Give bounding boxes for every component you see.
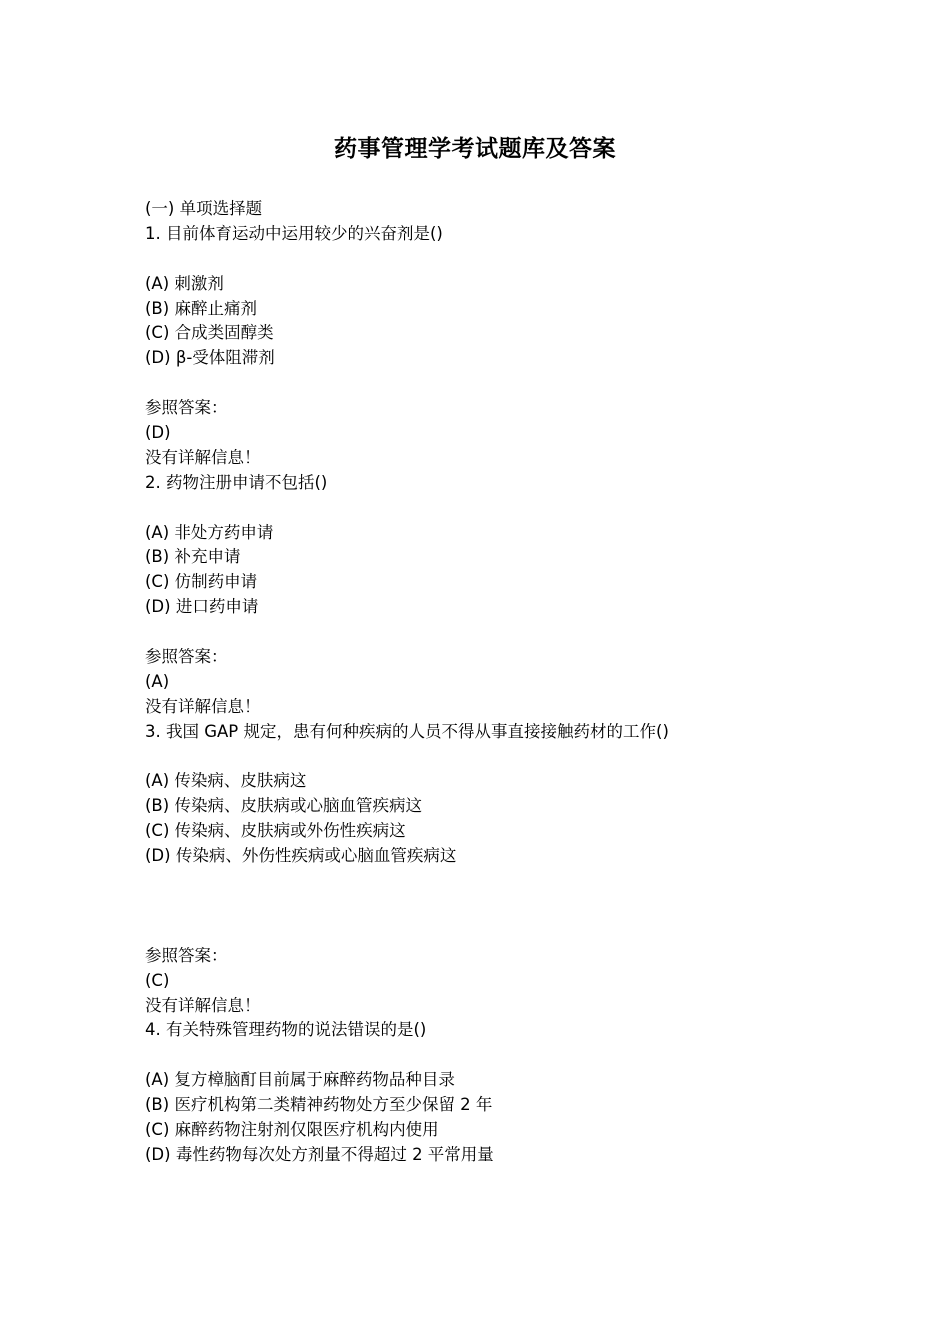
option-a: (A) 刺激剂 [145,273,224,293]
answer-label: 参照答案： [145,398,228,418]
question-stem: 1. 目前体育运动中运用较少的兴奋剂是() [145,223,443,243]
question-stem: 3. 我国 GAP 规定，患有何种疾病的人员不得从事直接接触药材的工作() [145,721,669,741]
question-block [145,1018,845,1167]
option-b: (B) 医疗机构第二类精神药物处方至少保留 2 年 [145,1095,493,1115]
answer-value: (A) [145,671,170,691]
option-b: (B) 补充申请 [145,547,241,567]
document-title: 药事管理学考试题库及答案 [334,135,616,162]
question-block [145,471,845,720]
explanation-note: 没有详解信息！ [145,995,261,1015]
option-c: (C) 传染病、皮肤病或外伤性疾病这 [145,821,406,841]
option-a: (A) 复方樟脑酊目前属于麻醉药物品种目录 [145,1070,455,1090]
option-d: (D) β-受体阻滞剂 [145,348,275,368]
question-block [145,222,845,471]
section-heading: (一) 单项选择题 [145,199,263,218]
option-d: (D) 毒性药物每次处方剂量不得超过 2 平常用量 [145,1144,494,1164]
option-c: (C) 麻醉药物注射剂仅限医疗机构内使用 [145,1119,439,1139]
option-d: (D) 进口药申请 [145,597,259,617]
question-block [145,720,845,1019]
answer-label: 参照答案： [145,647,228,667]
option-b: (B) 传染病、皮肤病或心脑血管疾病这 [145,796,422,816]
answer-label: 参照答案： [145,945,228,965]
explanation-note: 没有详解信息！ [145,447,261,467]
option-a: (A) 传染病、皮肤病这 [145,771,307,791]
question-stem: 2. 药物注册申请不包括() [145,472,328,492]
question-stem: 4. 有关特殊管理药物的说法错误的是() [145,1020,427,1040]
answer-value: (D) [145,423,171,443]
answer-value: (C) [145,970,170,990]
option-c: (C) 合成类固醇类 [145,323,274,343]
option-c: (C) 仿制药申请 [145,572,258,592]
option-d: (D) 传染病、外伤性疾病或心脑血管疾病这 [145,846,457,866]
option-a: (A) 非处方药申请 [145,522,274,542]
option-b: (B) 麻醉止痛剂 [145,298,257,318]
explanation-note: 没有详解信息！ [145,696,261,716]
document-body [145,197,845,1168]
